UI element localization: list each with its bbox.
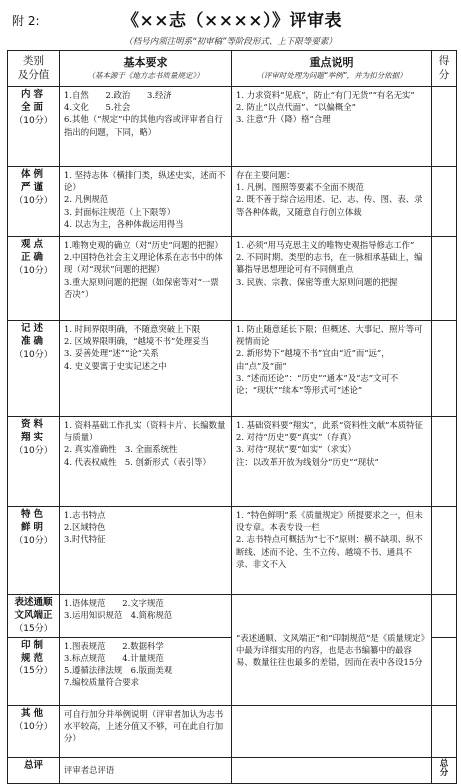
category-points: （10分） — [14, 349, 53, 360]
category-cell — [8, 637, 60, 705]
category-name: 资料 翔实 — [20, 419, 46, 443]
table-row — [8, 705, 457, 757]
page-title: 《××志（××××）》评审表 — [122, 11, 342, 31]
basic-requirement-item: 6.其他（“规定”中的其他内容或评审者自行指出的问题，下同，略） — [64, 114, 223, 137]
table-row — [8, 237, 457, 321]
category-cell — [8, 417, 60, 507]
basic-requirement-item: 5.遵循法律法规 6.版面美观 — [64, 665, 173, 676]
basic-requirement-item: 1. 时间界限明确，不随意突破上下限 — [64, 324, 201, 334]
basic-requirement-item: 3. 封面标注规范（上下限等） — [64, 206, 176, 217]
focus-note-item: 3. 民族、宗教、保密等重大原则问题的把握 — [236, 276, 398, 287]
category-name: 其他 — [20, 707, 46, 719]
focus-notes-cell — [232, 705, 432, 757]
table-header-row — [8, 51, 457, 87]
basic-requirements-cell — [60, 637, 232, 705]
category-cell — [8, 237, 60, 321]
col-header-score: 得 分 — [432, 51, 457, 87]
basic-requirements-cell — [60, 321, 232, 417]
focus-note-item: 2. 防止“以点代面”、“以偏概全” — [236, 102, 356, 113]
total-score-cell[interactable] — [432, 757, 457, 783]
basic-requirement-item: 1. 资料基础工作扎实（资料卡片、长编数量与质量） — [64, 420, 226, 443]
col-header-category: 类别 及分值 — [8, 51, 60, 87]
basic-requirement-item: 可自行加分并举例说明（评审者加认为志书水平较高，上述分值又不够，可在此自行加分） — [64, 708, 224, 744]
basic-requirement-item: 3.重大原则问题的把握（如保密等对“一票否决”） — [64, 276, 219, 299]
col-header-focus: 重点说明 （评审时处理为问题“举例”，并为扣分依据） — [232, 51, 432, 87]
focus-note-item: 2. 对待“历史”要“真实”（存真） — [236, 432, 356, 443]
category-cell — [8, 87, 60, 167]
basic-requirement-item: 1. 坚持志体（横排门类，纵述史实，述而不论） — [64, 170, 226, 193]
score-input-cell[interactable] — [432, 507, 457, 595]
focus-notes-cell — [232, 417, 432, 507]
focus-note-item: 1. “特色鲜明”系《质量规定》所提要求之一，但未设专章。本表专设一栏 — [236, 510, 423, 533]
score-input-cell[interactable] — [432, 321, 457, 417]
basic-requirement-item: 2.区域特色 — [64, 522, 106, 533]
category-name: 体例 严谨 — [20, 169, 46, 193]
basic-requirements-cell — [60, 167, 232, 237]
category-points: （10分） — [14, 265, 53, 276]
total-score-label: 总分 — [439, 758, 449, 779]
table-row — [8, 321, 457, 417]
focus-note-item: 2. 志书特点可概括为“七不”原则：横不缺项、纵不断线、述而不论、生不立传、越境不书、通具不录、非文不入 — [236, 534, 423, 569]
table-row — [8, 417, 457, 507]
table-row — [8, 595, 457, 638]
focus-note-item: “表述通顺、文风端正”和“印制规范”是《质量规定》中最为详细实用的内容，也是志书编纂中的最容易、数量往往也最多的差错，因而在表中各设15分 — [236, 632, 425, 667]
table-row — [8, 507, 457, 595]
focus-note-item: 1. 基础资料要“翔实”，此系“资料性文献”本质特征 — [236, 420, 423, 430]
table-row — [8, 87, 457, 167]
category-name: 印制 规范 — [20, 639, 46, 664]
basic-requirements-cell — [60, 705, 232, 757]
basic-requirement-item: 3. 妥善处理“述”“论”关系 — [64, 348, 159, 359]
category-points: （10分） — [14, 721, 53, 732]
focus-note-item: 1. 防止随意延长下限；但概述、大事记、照片等可视情而论 — [236, 324, 423, 347]
basic-requirement-item: 2. 区域界限明确，“越境不书”处理妥当 — [64, 336, 209, 347]
score-input-cell[interactable] — [432, 417, 457, 507]
basic-requirements-cell — [60, 237, 232, 321]
summary-label-cell: 总评 — [8, 757, 60, 783]
basic-requirement-item: 4.文化 5.社会 — [64, 102, 131, 113]
focus-note-item: 3. “述而还论”：“历史”“通本”及“志”文可不论；“现状”“续本”等形式可“述论” — [236, 372, 399, 395]
basic-requirements-cell — [60, 87, 232, 167]
focus-notes-cell — [232, 87, 432, 167]
category-points: （10分） — [14, 535, 53, 546]
basic-requirement-item: 1.图表规范 2.数据科学 — [64, 640, 164, 651]
basic-requirement-item: 2.中国特色社会主义理论体系在志书中的体现（对“现状”问题的把握） — [64, 252, 223, 275]
focus-note-item: 1. 力求资料“见底”，防止“有门无货”“有名无实” — [236, 90, 415, 100]
score-input-cell[interactable] — [432, 167, 457, 237]
basic-requirements-cell — [60, 507, 232, 595]
category-name: 内容 全面 — [20, 89, 46, 113]
focus-note-item: 2. 既不善于综合运用述、记、志、传、图、表、录等各种体裁，又随意自行创立体裁 — [236, 194, 423, 217]
focus-note-item: 3. 注意“升（降）格”合理 — [236, 114, 331, 125]
category-name: 观点 正确 — [20, 239, 46, 263]
basic-requirement-item: 4. 史义要寓于史实记述之中 — [64, 360, 167, 371]
score-input-cell[interactable] — [432, 87, 457, 167]
basic-requirement-item: 2. 真实准确性 3. 全面系统性 — [64, 444, 178, 455]
category-points: （10分） — [14, 115, 53, 126]
category-cell — [8, 595, 60, 638]
category-points: （10分） — [14, 195, 53, 206]
basic-requirement-item: 3.标点规范 4.计量规范 — [64, 652, 164, 663]
score-input-cell[interactable] — [432, 705, 457, 757]
focus-note-item: 2. 新形势下“越境不书”宜由“近”而“远”，由“点”及“面” — [236, 348, 390, 371]
category-cell — [8, 705, 60, 757]
score-input-cell[interactable] — [432, 637, 457, 705]
score-input-cell[interactable] — [432, 595, 457, 638]
col-header-basic: 基本要求 （基本源于《地方志书质量规定》） — [60, 51, 232, 87]
page-subtitle: （档号内须注明系“初审稿”等阶段形式、上下限等要素） — [124, 37, 337, 47]
basic-requirement-item: 1.志书特点 — [64, 510, 106, 520]
focus-note-item: 存在主要问题： — [236, 170, 295, 180]
focus-notes-cell — [232, 595, 432, 706]
basic-requirement-item: 4. 代表权威性 5. 创新形式（表引等） — [64, 456, 211, 467]
category-points: （15分） — [14, 666, 53, 677]
basic-requirement-item: 1.自然 2.政治 3.经济 — [64, 90, 172, 100]
basic-requirements-cell — [60, 595, 232, 638]
summary-blank-cell[interactable] — [232, 757, 432, 783]
basic-requirements-cell — [60, 417, 232, 507]
category-points: （10分） — [14, 445, 53, 456]
category-points: （15分） — [14, 623, 53, 634]
table-row — [8, 167, 457, 237]
focus-note-item: 1. 凡例、图照等要素不全面不规范 — [236, 182, 364, 193]
category-cell — [8, 507, 60, 595]
focus-note-item: 2. 不同时期、类型的志书，在一脉相承基础上，编纂指导思想理论可有不同侧重点 — [236, 252, 423, 275]
category-cell — [8, 167, 60, 237]
basic-requirement-item: 3.运用知识规范 4.简称规范 — [64, 610, 173, 621]
basic-requirement-item: 2. 凡例规范 — [64, 194, 109, 205]
category-name: 记述 准确 — [20, 323, 46, 347]
score-input-cell[interactable] — [432, 237, 457, 321]
basic-requirement-item: 4. 以志为主，各种体裁运用得当 — [64, 218, 184, 229]
focus-note-item: 3. 对待“现状”要“如实”（求实） — [236, 444, 356, 455]
basic-requirement-item: 7.编校质量符合要求 — [64, 677, 139, 688]
focus-notes-cell — [232, 237, 432, 321]
focus-note-item: 1. 必须“用马克思主义的唯物史观指导修志工作” — [236, 240, 415, 250]
review-table — [7, 50, 457, 784]
basic-requirement-item: 1.语体规范 2.文字规范 — [64, 598, 164, 608]
header-row — [8, 6, 456, 32]
basic-requirement-item: 3.时代特征 — [64, 534, 106, 545]
summary-comment-cell[interactable]: 评审者总评语 — [60, 757, 232, 783]
focus-notes-cell — [232, 321, 432, 417]
table-body — [8, 87, 457, 758]
category-name: 表述通顺 文风端正 — [14, 597, 53, 621]
focus-notes-cell — [232, 167, 432, 237]
focus-notes-cell — [232, 507, 432, 595]
basic-requirement-item: 1.唯物史观的确立（对“历史”问题的把握） — [64, 240, 223, 250]
summary-row — [8, 757, 457, 783]
focus-note-item: 注：以改革开放为线划分“历史”“现状” — [236, 456, 379, 467]
category-cell — [8, 321, 60, 417]
category-name: 特色 鲜明 — [20, 509, 46, 533]
annex-label: 附 2: — [12, 14, 40, 28]
